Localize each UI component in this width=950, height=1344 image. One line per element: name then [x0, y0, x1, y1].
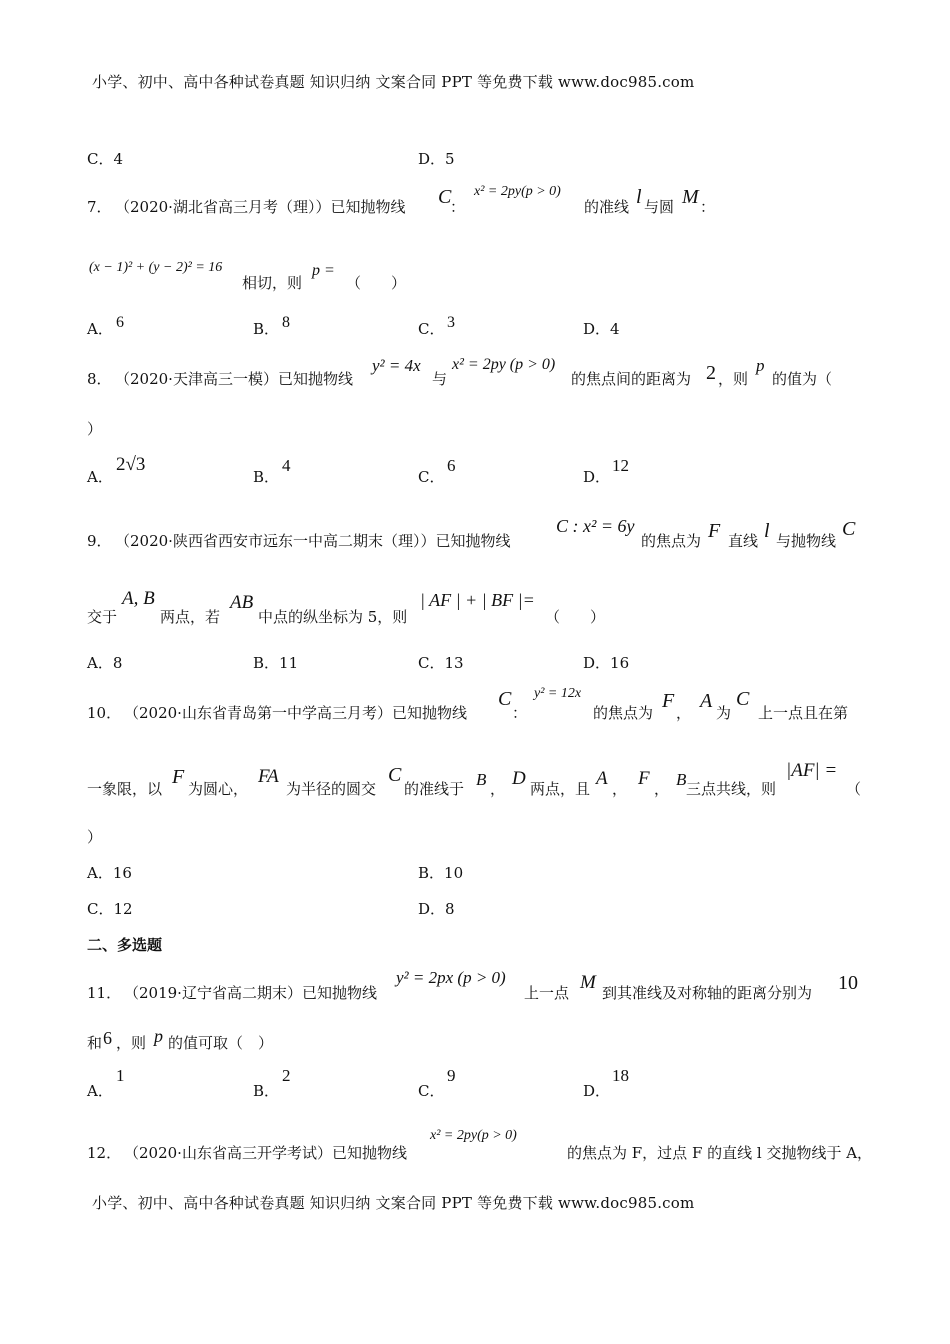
q8-option-d-value: 12	[612, 456, 629, 475]
q10-option-c: C．12	[87, 900, 133, 918]
q8-distance: 2	[706, 362, 716, 384]
q10-focus-f3: F	[638, 768, 650, 789]
q8-equation1: y² = 4x	[372, 356, 421, 375]
q6-option-c: C．4	[87, 150, 124, 168]
q7-line-l: l	[636, 186, 642, 208]
q9-line-l: l	[764, 520, 770, 542]
q10-option-a: A．16	[87, 864, 132, 882]
q11-equation: y² = 2px (p > 0)	[396, 968, 506, 987]
q9-text3: 与抛物线	[776, 532, 837, 550]
q10-point-a2: A	[596, 768, 608, 789]
q8-equation2: x² = 2py (p > 0)	[452, 356, 556, 373]
q9-number: 9．	[87, 532, 112, 550]
q11-six: 6	[103, 1028, 112, 1048]
q10-curve-c3: C	[388, 764, 402, 786]
q7-option-a-label: A．	[87, 320, 113, 338]
q9-text2: 直线	[728, 532, 759, 550]
q10-text4: 上一点且在第	[758, 704, 849, 722]
q10-text6: 为圆心，	[188, 780, 249, 798]
q11-source: （2019·辽宁省高二期末）已知抛物线	[124, 984, 377, 1002]
q10-text1: 的焦点为	[593, 704, 654, 722]
q8-number: 8．	[87, 370, 112, 388]
q8-option-a-label: A．	[87, 468, 113, 486]
q10-open-paren: （	[846, 780, 862, 798]
q7-option-c-value: 3	[447, 314, 455, 331]
q9-curve-c: C	[842, 518, 856, 540]
q7-colon2: ：	[700, 198, 716, 216]
q10-source: （2020·山东省青岛第一中学高三月考）已知抛物线	[124, 704, 467, 722]
q7-source: （2020·湖北省高三月考（理））已知抛物线	[115, 198, 406, 216]
q11-text2: 到其准线及对称轴的距离分别为	[602, 984, 813, 1002]
q9-text1: 的焦点为	[641, 532, 702, 550]
q9-points-ab: A, B	[122, 588, 155, 609]
q7-option-d: D．4	[583, 320, 620, 338]
q10-text5: 一象限，以	[87, 780, 163, 798]
q9-option-b: B．11	[253, 654, 299, 672]
q9-segment-ab: AB	[230, 592, 254, 613]
q9-paren: （ ）	[545, 608, 606, 626]
q9-equation: C : x² = 6y	[556, 516, 635, 536]
q7-option-c-label: C．	[418, 320, 445, 338]
q8-option-c-label: C．	[418, 468, 445, 486]
q10-point-a: A	[700, 690, 713, 712]
q11-option-a-label: A．	[87, 1082, 113, 1100]
q10-colon: ：	[512, 704, 528, 722]
q10-option-d: D．8	[418, 900, 455, 918]
q10-point-b: B	[476, 770, 487, 789]
q9-focus-f: F	[708, 520, 721, 542]
q9-source: （2020·陕西省西安市远东一中高二期末（理））已知抛物线	[115, 532, 511, 550]
q10-curve-c: C	[498, 688, 512, 710]
q8-option-a-value: 2√3	[116, 454, 146, 475]
q10-number: 10．	[87, 704, 122, 722]
q9-abs-sum: | AF | + | BF |=	[420, 590, 535, 610]
q10-comma4: ，	[654, 780, 670, 798]
q7-circle-equation: (x − 1)² + (y − 2)² = 16	[89, 260, 223, 275]
q10-text3: 为	[716, 704, 732, 722]
q7-number: 7．	[87, 198, 112, 216]
q7-curve: C	[438, 186, 452, 208]
q7-text3: 相切，则	[242, 274, 303, 292]
q10-comma3: ，	[612, 780, 628, 798]
q8-p: p	[756, 356, 765, 375]
page-footer: 小学、初中、高中各种试卷真题 知识归纳 文案合同 PPT 等免费下载 www.doc985.com	[92, 1194, 695, 1212]
q10-text10: 两点，且	[530, 780, 591, 798]
q10-focus-f: F	[662, 690, 675, 712]
q8-option-c-value: 6	[447, 456, 456, 475]
q7-option-b-label: B．	[253, 320, 280, 338]
q11-option-c-label: C．	[418, 1082, 445, 1100]
q10-equation: y² = 12x	[534, 686, 582, 701]
q12-source: （2020·山东省高三开学考试）已知抛物线	[124, 1144, 407, 1162]
q9-text5: 两点，若	[160, 608, 221, 626]
q11-text5: 的值可取（ ）	[168, 1034, 274, 1052]
q12-equation: x² = 2py(p > 0)	[430, 1128, 517, 1143]
q10-text8: 的准线于	[404, 780, 465, 798]
q11-p: p	[154, 1026, 163, 1046]
q12-number: 12．	[87, 1144, 122, 1162]
q7-text2: 与圆	[644, 198, 675, 216]
q9-option-d: D．16	[583, 654, 630, 672]
q11-text4: ，则	[116, 1034, 147, 1052]
q8-close-paren: ）	[87, 420, 103, 438]
q10-close-paren: ）	[87, 828, 103, 846]
q12-text1: 的焦点为 F，过点 F 的直线 l 交抛物线于 A，	[567, 1144, 873, 1162]
q8-text2: 的焦点间的距离为	[571, 370, 692, 388]
q8-text1: 与	[432, 370, 448, 388]
q7-equation: x² = 2py(p > 0)	[474, 184, 561, 199]
q11-option-b-label: B．	[253, 1082, 280, 1100]
q10-abs-af: |AF| =	[786, 760, 838, 781]
q8-option-b-value: 4	[282, 456, 291, 475]
q10-comma: ，	[676, 704, 692, 722]
q7-option-b-value: 8	[282, 314, 290, 331]
q10-radius-fa: FA	[258, 766, 279, 787]
q10-text11: 三点共线，则	[686, 780, 777, 798]
q10-point-b2: B	[676, 770, 687, 789]
q7-text1: 的准线	[584, 198, 630, 216]
q10-curve-c2: C	[736, 688, 750, 710]
q11-option-a-value: 1	[116, 1066, 125, 1085]
q11-point-m: M	[580, 972, 596, 993]
q8-option-b-label: B．	[253, 468, 280, 486]
q11-option-c-value: 9	[447, 1066, 456, 1085]
q11-option-d-value: 18	[612, 1066, 629, 1085]
q7-colon: ：	[450, 198, 466, 216]
q9-text6: 中点的纵坐标为 5，则	[258, 608, 408, 626]
q11-ten: 10	[838, 972, 858, 994]
q9-option-c: C．13	[418, 654, 464, 672]
q11-text1: 上一点	[524, 984, 570, 1002]
q7-option-a-value: 6	[116, 314, 124, 331]
q7-circle-m: M	[682, 186, 699, 208]
q9-option-a: A．8	[87, 654, 123, 672]
q10-option-b: B．10	[418, 864, 464, 882]
q6-option-d: D．5	[418, 150, 455, 168]
q9-text4: 交于	[87, 608, 118, 626]
q10-comma2: ，	[490, 780, 506, 798]
section-heading-multiple-choice: 二、多选题	[87, 936, 163, 954]
page-header: 小学、初中、高中各种试卷真题 知识归纳 文案合同 PPT 等免费下载 www.doc985.com	[92, 73, 695, 91]
q10-text7: 为半径的圆交	[286, 780, 377, 798]
q7-paren: （ ）	[346, 274, 407, 292]
q7-p: p =	[312, 262, 335, 279]
q10-focus-f2: F	[172, 766, 185, 788]
q8-option-d-label: D．	[583, 468, 611, 486]
q8-text3: ，则	[718, 370, 749, 388]
q8-source: （2020·天津高三一模）已知抛物线	[115, 370, 353, 388]
q11-number: 11．	[87, 984, 122, 1002]
q11-option-b-value: 2	[282, 1066, 291, 1085]
q11-text3: 和	[87, 1034, 103, 1052]
q11-option-d-label: D．	[583, 1082, 611, 1100]
q10-point-d: D	[512, 768, 526, 789]
q8-text4: 的值为（	[772, 370, 833, 388]
